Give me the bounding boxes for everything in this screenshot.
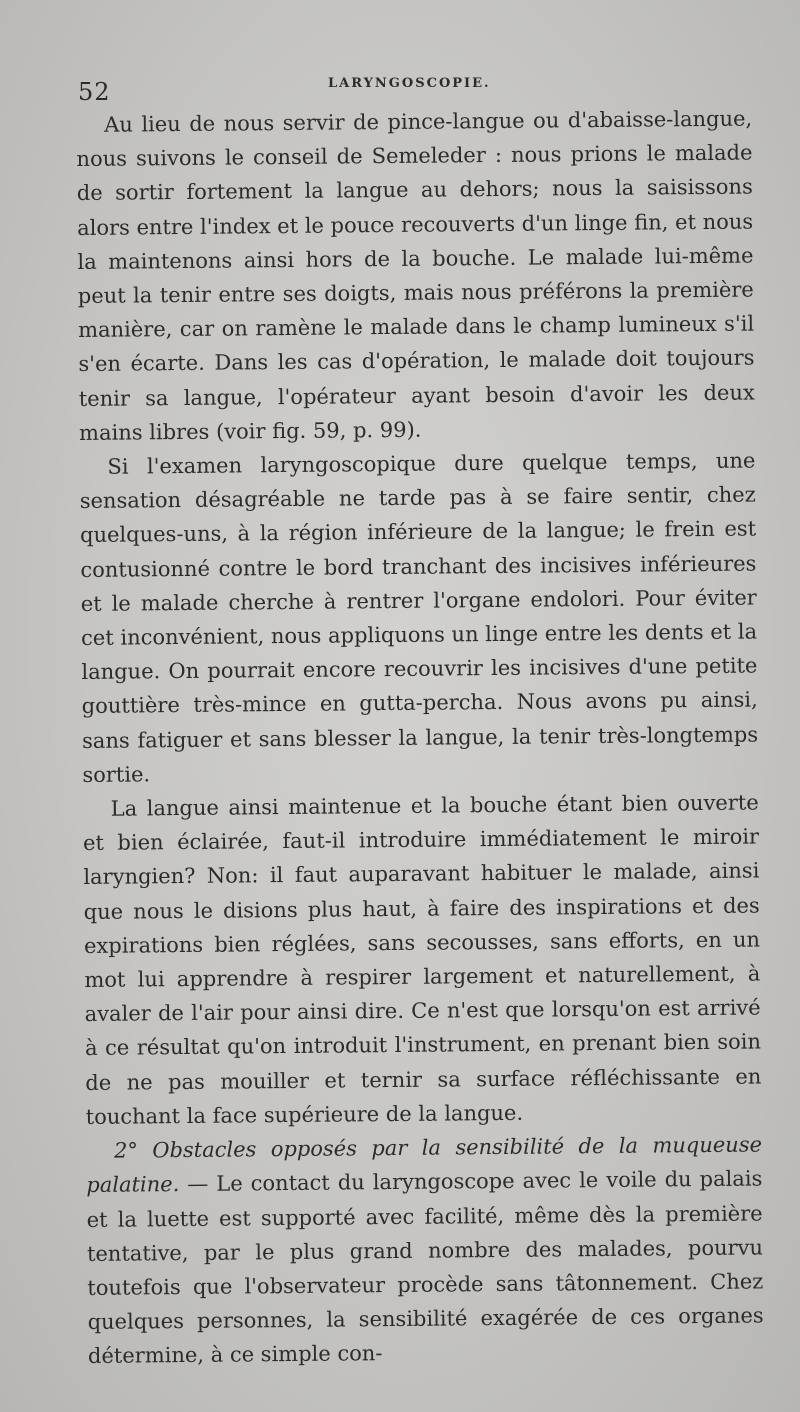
paragraph-1: Au lieu de nous servir de pince-langue ou d'abaisse-langue, nous suivons le conseil de Semeleder : nous prions le malade de sortir fortement la langue au dehors; nous la saisissons alors entre l'index et le pouce recouverts d'un linge fin, et nous la maintenons ainsi hors de la bouche. Le malade lui-même peut la tenir entre ses doigts, mais nous préférons la première manière, car on ramène le malade dans le champ lumineux s'il s'en écarte. Dans les cas d'opération, le malade doit toujours tenir sa langue, l'opérateur ayant besoin d'avoir les deux mains libres (voir fig. 59, p. 99). [76, 106, 755, 445]
body-text [76, 102, 764, 1374]
running-title: LARYNGOSCOPIE. [328, 76, 491, 91]
section-paragraph [86, 1128, 764, 1374]
paragraph-2: Si l'examen laryngoscopique dure quelque temps, une sensation désagréable ne tarde pas à se faire sentir, chez quelques-uns, à la région inférieure de la langue; le frein est contusionné contre le bord tranchant des incisives inférieures et le malade cherche à rentrer l'organe endolori. Pour éviter cet inconvénient, nous appliquons un linge entre les dents et la langue. On pourrait encore recouvrir les incisives d'une petite gouttière très-mince en gutta-percha. Nous avons pu ainsi, sans fatiguer et sans blesser la langue, la tenir très-longtemps sortie. [79, 448, 759, 787]
page-header [78, 72, 760, 106]
section-heading: 2° Obstacles opposés par la sensibilité de la muqueuse palatine. [86, 1132, 763, 1198]
paragraph-3: La langue ainsi maintenue et la bouche étant bien ouverte et bien éclairée, faut-il introduire immédiatement le miroir laryngien? Non: il faut auparavant habituer le malade, ainsi que nous le disions plus haut, à faire des inspirations et des expirations bien réglées, sans secousses, sans efforts, en un mot lui apprendre à respirer largement et naturellement, à avaler de l'air pour ainsi dire. Ce n'est que lorsqu'on est arrivé à ce résultat qu'on introduit l'instrument, en prenant bien soin de ne pas mouiller et ternir sa surface réfléchissante en touchant la face supérieure de la langue. [82, 790, 762, 1129]
page-number: 52 [78, 78, 111, 106]
section-text: — Le contact du laryngoscope avec le voile du palais et la luette est supporté avec facilité, même dès la première tentative, par le plus grand nombre des malades, pourvu toutefois que l'observateur procède sans tâtonnement. Chez quelques personnes, la sensibilité exagérée de ces organes détermine, à ce simple con- [86, 1166, 764, 1369]
